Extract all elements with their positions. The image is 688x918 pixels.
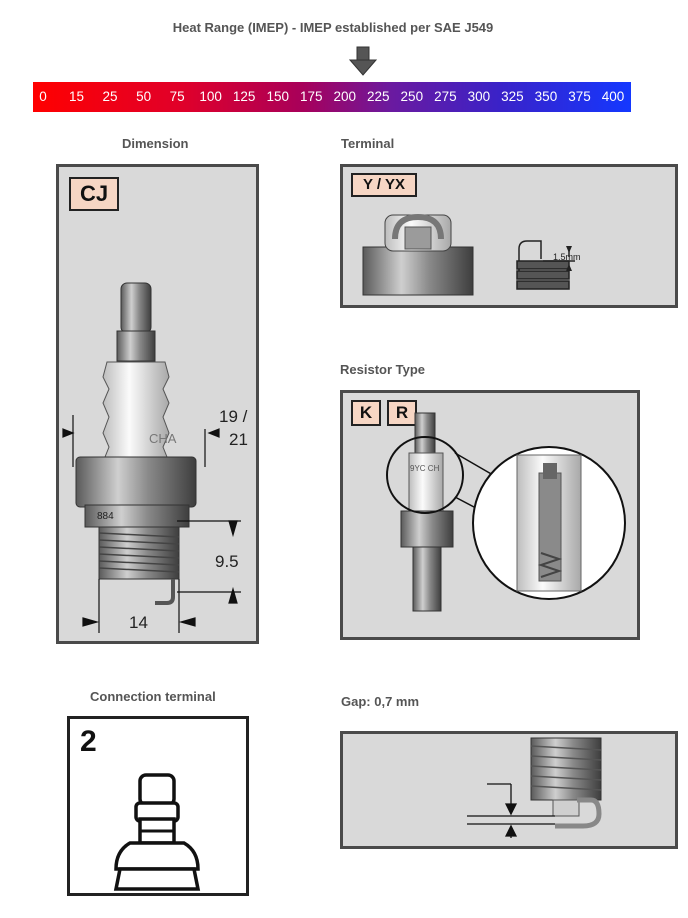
connection-heading: Connection terminal — [90, 689, 216, 704]
resistor-code-r-badge: R — [387, 400, 417, 426]
resistor-heading: Resistor Type — [340, 362, 426, 377]
thread-diameter-label: 14 — [129, 613, 148, 632]
heat-value-325: 325 — [501, 89, 524, 104]
heat-value-50: 50 — [136, 89, 152, 104]
resistor-code-k-badge: K — [351, 400, 381, 426]
gap-heading: Gap: 0,7 mm — [341, 694, 420, 709]
heat-value-375: 375 — [568, 89, 591, 104]
heat-value-15: 15 — [69, 89, 85, 104]
heat-value-150: 150 — [266, 89, 289, 104]
heat-value-125: 125 — [232, 89, 256, 104]
heat-value-275: 275 — [434, 89, 457, 104]
resistor-brand-text: 9YC CH — [410, 464, 440, 473]
gap-drawing — [343, 734, 675, 846]
terminal-heading: Terminal — [341, 136, 395, 151]
hex-size-label: 19 / — [219, 407, 248, 426]
dimension-code-badge: CJ — [69, 177, 119, 211]
connection-code: 2 — [80, 725, 97, 758]
resistor-panel — [340, 390, 640, 640]
selected-arrow-icon — [349, 46, 377, 76]
heat-value-175: 175 — [299, 89, 323, 104]
heat-value-75: 75 — [169, 89, 185, 104]
heat-value-300: 300 — [467, 89, 491, 104]
connection-panel — [67, 716, 249, 896]
heat-value-200: 200 — [333, 89, 357, 104]
connection-terminal-drawing — [70, 719, 246, 893]
page-title: Heat Range (IMEP) - IMEP established per SAE J549 — [172, 20, 494, 35]
heat-value-350: 350 — [534, 89, 558, 104]
gap-panel — [340, 731, 678, 849]
heat-value-100: 100 — [199, 89, 222, 104]
terminal-panel — [340, 164, 678, 308]
heat-value-225: 225 — [367, 89, 390, 104]
hex-size-label-2: 21 — [229, 430, 248, 449]
resistor-drawing — [343, 393, 637, 637]
heat-value-25: 25 — [102, 89, 118, 104]
heat-range-bar — [33, 82, 631, 112]
heat-value-0: 0 — [39, 89, 47, 104]
terminal-measure-label: 1.5mm — [553, 252, 581, 262]
terminal-drawing — [343, 167, 675, 305]
dimension-heading: Dimension — [122, 136, 189, 151]
dimension-panel — [56, 164, 259, 644]
terminal-code-badge: Y / YX — [351, 173, 417, 197]
reach-label: 9.5 — [215, 552, 239, 571]
heat-value-400: 400 — [601, 89, 625, 104]
plug-number-text: 884 — [97, 511, 114, 522]
plug-brand-text: CHA — [149, 431, 177, 446]
heat-value-250: 250 — [400, 89, 424, 104]
spark-plug-dimension-drawing — [59, 167, 256, 641]
